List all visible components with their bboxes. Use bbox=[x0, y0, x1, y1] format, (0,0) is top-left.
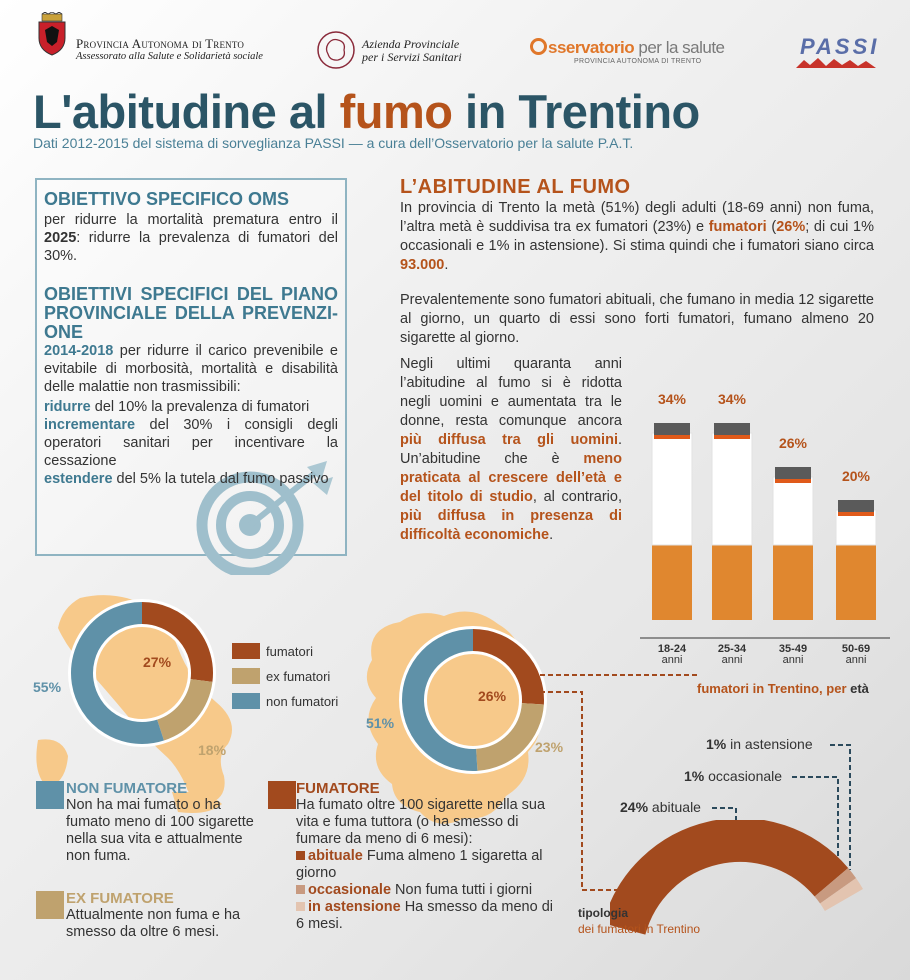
p1-fumatori: fumatori bbox=[708, 219, 767, 235]
page-title bbox=[33, 84, 700, 139]
abit-label bbox=[620, 799, 701, 815]
p1-c: ; di cui 1% occasionali e 1% in astensione). Si stima quindi che i fumatori siano circa bbox=[400, 219, 875, 254]
tipologia-slice-occasionale bbox=[831, 882, 838, 891]
non-fumatore-text: Non ha mai fumato o ha fumato meno di 100 sigarette nella sua vita e attualmente non fuma. bbox=[66, 797, 254, 864]
azienda-line2: per i Servizi Sanitari bbox=[362, 50, 462, 64]
abituale-text: Fuma almeno 1 sigaretta al giorno bbox=[296, 848, 543, 881]
p3-f: più diffusa in presenza di difficoltà economiche bbox=[400, 508, 622, 543]
aste-text: in astensione bbox=[726, 736, 813, 752]
chart-caption-a: fumatori in Trentino, per bbox=[697, 681, 851, 696]
italy-ex-pct: 18% bbox=[198, 742, 227, 758]
objectives-content bbox=[44, 190, 338, 488]
provincia-name: Provincia Autonoma di Trento bbox=[76, 36, 245, 51]
header bbox=[0, 0, 910, 80]
oms-text-1: per ridurre la mortalità prematura entro il bbox=[44, 212, 338, 228]
legend-item bbox=[232, 693, 338, 709]
passi-mountains-icon bbox=[796, 56, 876, 68]
def-non-fumatore bbox=[36, 781, 266, 865]
cigarette-chart-labels bbox=[640, 340, 900, 670]
tipologia-caption-a: tipologia bbox=[578, 906, 628, 920]
p1-pct: 26% bbox=[776, 219, 806, 235]
item2-text: del 30% i consigli degli operatori sanitari per incentivare la cessazione bbox=[44, 417, 338, 469]
abit-text: abituale bbox=[648, 799, 701, 815]
non-fumatore-swatch bbox=[36, 781, 64, 809]
title-highlight: fumo bbox=[339, 85, 453, 138]
fumatore-astensione bbox=[296, 899, 558, 933]
age-range: 35-49 bbox=[778, 643, 808, 655]
oms-year: 2025 bbox=[44, 230, 77, 246]
donut-slice-non-fumatori bbox=[413, 640, 477, 760]
occ-label bbox=[684, 768, 782, 784]
astensione-swatch bbox=[296, 902, 305, 911]
oms-heading: OBIETTIVO SPECIFICO OMS bbox=[44, 189, 290, 209]
p3-b: più diffusa tra gli uomini bbox=[400, 432, 618, 448]
abit-pct: 24% bbox=[620, 799, 649, 815]
legend-label: fumatori bbox=[266, 643, 313, 659]
italy-non-pct: 55% bbox=[33, 679, 62, 695]
p3-d: meno praticata al crescere dell’età e del titolo di studio bbox=[400, 451, 622, 505]
fumatore-abituale bbox=[296, 848, 558, 882]
abituale-swatch bbox=[296, 851, 305, 860]
trentino-fumatori-pct: 26% bbox=[478, 688, 507, 704]
tipologia-caption bbox=[578, 905, 700, 937]
occasionale-heading: occasionale bbox=[308, 882, 392, 898]
item3-verb: estendere bbox=[44, 471, 113, 487]
age-range: 18-24 bbox=[657, 643, 687, 655]
item1-text: del 10% la prevalenza di fumatori bbox=[90, 399, 310, 415]
occasionale-swatch bbox=[296, 885, 305, 894]
osservatorio-logo bbox=[530, 38, 730, 65]
chart-caption-b: età bbox=[850, 681, 869, 696]
passi-logo: PASSI bbox=[800, 34, 880, 59]
provincia-crest-icon bbox=[33, 12, 71, 56]
italy-donut-chart bbox=[67, 598, 217, 748]
tipologia-caption-b: dei fumatori in Trentino bbox=[578, 922, 701, 936]
item2-verb: incrementare bbox=[44, 417, 136, 433]
piano-body: per ridurre il carico prevenibile e evitabile di morbosità, mortalità e disabilità delle malattie non trasmissibili: bbox=[44, 343, 338, 395]
item1-verb: ridurre bbox=[44, 399, 91, 415]
osservatorio-sub: PROVINCIA AUTONOMA DI TRENTO bbox=[574, 58, 702, 65]
piano-item-3 bbox=[44, 470, 334, 488]
piano-item-1 bbox=[44, 398, 338, 416]
habit-paragraph-1 bbox=[400, 199, 874, 275]
occasionale-text: Non fuma tutti i giorni bbox=[391, 882, 533, 898]
item3-text: del 5% la tutela dal fumo passivo bbox=[112, 471, 329, 487]
age-unit: anni bbox=[782, 654, 804, 666]
oms-text-2: : ridurre la prevalenza di fumatori del 30%. bbox=[44, 230, 338, 264]
p3-c: . Un’abitudine che è bbox=[400, 432, 622, 467]
habit-paragraph-2: Prevalentemente sono fumatori abituali, che fumano in media 12 sigarette al giorno, un quarto di essi sono forti fumatori, fumano almeno 20 sigarette al giorno. bbox=[400, 292, 874, 346]
age-range: 25-34 bbox=[717, 643, 747, 655]
piano-years: 2014-2018 bbox=[44, 343, 114, 359]
ex-fumatore-heading: EX FUMATORE bbox=[66, 890, 174, 907]
fumatore-swatch bbox=[268, 781, 296, 809]
legend-item bbox=[232, 668, 338, 684]
osservatorio-o-icon bbox=[530, 38, 547, 55]
legend-item bbox=[232, 643, 338, 659]
p1-num: 93.000 bbox=[400, 257, 445, 273]
trentino-ex-pct: 23% bbox=[535, 739, 564, 755]
aste-pct: 1% bbox=[706, 736, 727, 752]
cigarette-value-label: 26% bbox=[778, 435, 808, 451]
legend-swatch bbox=[232, 668, 260, 684]
def-fumatore bbox=[268, 781, 558, 933]
cigarette-value-label: 34% bbox=[657, 391, 687, 407]
astensione-text: Ha smesso da meno di 6 mesi. bbox=[296, 899, 553, 932]
title-part1: L'abitudine al bbox=[33, 85, 340, 138]
habit-paragraph-3 bbox=[400, 355, 622, 545]
piano-heading: OBIETTIVI SPECIFICI DEL PIANO PROVINCIALE DELLA PREVENZIONE bbox=[44, 284, 338, 342]
piano-text bbox=[44, 342, 338, 396]
legend-label: non fumatori bbox=[266, 693, 339, 709]
page-subtitle: Dati 2012-2015 del sistema di sorveglianza PASSI — a cura dell’Osservatorio per la salute P.A.T. bbox=[33, 135, 634, 151]
age-unit: anni bbox=[721, 654, 743, 666]
cigarette-value-label: 20% bbox=[841, 468, 871, 484]
p1-a: In provincia di Trento la metà (51%) degli adulti (18-69 anni) non fuma, l’altra metà è suddivisa tra ex fumatori (23%) e bbox=[400, 200, 874, 235]
p3-a: Negli ultimi quaranta anni l’abitudine al fumo si è ridotta negli uomini e aumentata tra le donne, resta comunque ancora bbox=[400, 356, 622, 429]
p1-b: ( bbox=[766, 219, 777, 235]
osservatorio-rest: per la salute bbox=[634, 38, 725, 57]
p3-e: , al contrario, bbox=[532, 489, 622, 505]
legend-swatch bbox=[232, 643, 260, 659]
fumatore-occasionale bbox=[296, 882, 558, 899]
oms-text bbox=[44, 211, 338, 265]
piano-item-2 bbox=[44, 416, 338, 470]
cigarette-value-label: 34% bbox=[717, 391, 747, 407]
italy-fumatori-pct: 27% bbox=[143, 654, 172, 670]
astensione-heading: in astensione bbox=[308, 899, 401, 915]
azienda-line1: Azienda Provinciale bbox=[362, 37, 460, 51]
occ-text: occasionale bbox=[704, 768, 783, 784]
abituale-heading: abituale bbox=[308, 848, 363, 864]
trentino-non-pct: 51% bbox=[366, 715, 395, 731]
non-fumatore-heading: NON FUMATORE bbox=[66, 780, 188, 797]
fumatore-heading: FUMATORE bbox=[296, 780, 380, 797]
legend-label: ex fumatori bbox=[266, 668, 331, 684]
age-unit: anni bbox=[661, 654, 683, 666]
provincia-assessorato: Assessorato alla Salute e Solidarietà sociale bbox=[76, 51, 263, 62]
provincia-logo-text bbox=[76, 38, 276, 63]
p1-d: . bbox=[444, 257, 449, 273]
title-part2: in Trentino bbox=[452, 85, 700, 138]
legend-swatch bbox=[232, 693, 260, 709]
ex-fumatore-text: Attualmente non fuma e ha smesso da oltre 6 mesi. bbox=[66, 907, 241, 940]
age-range: 50-69 bbox=[841, 643, 871, 655]
azienda-logo-icon bbox=[316, 30, 356, 70]
p3-g: . bbox=[549, 527, 554, 543]
fumatore-text: Ha fumato oltre 100 sigarette nella sua vita e fuma tuttora (o ha smesso di fumare da meno di 6 mesi): bbox=[296, 797, 546, 847]
aste-label bbox=[706, 736, 813, 752]
occ-pct: 1% bbox=[684, 768, 705, 784]
ex-fumatore-swatch bbox=[36, 891, 64, 919]
tipologia-slice-in-astensione bbox=[838, 891, 844, 900]
osservatorio-brand: sservatorio bbox=[548, 38, 635, 57]
habit-heading: L’ABITUDINE AL FUMO bbox=[400, 176, 631, 198]
azienda-logo-text bbox=[362, 38, 502, 64]
age-unit: anni bbox=[845, 654, 867, 666]
donut-legend bbox=[232, 643, 338, 718]
def-ex-fumatore bbox=[36, 891, 266, 941]
